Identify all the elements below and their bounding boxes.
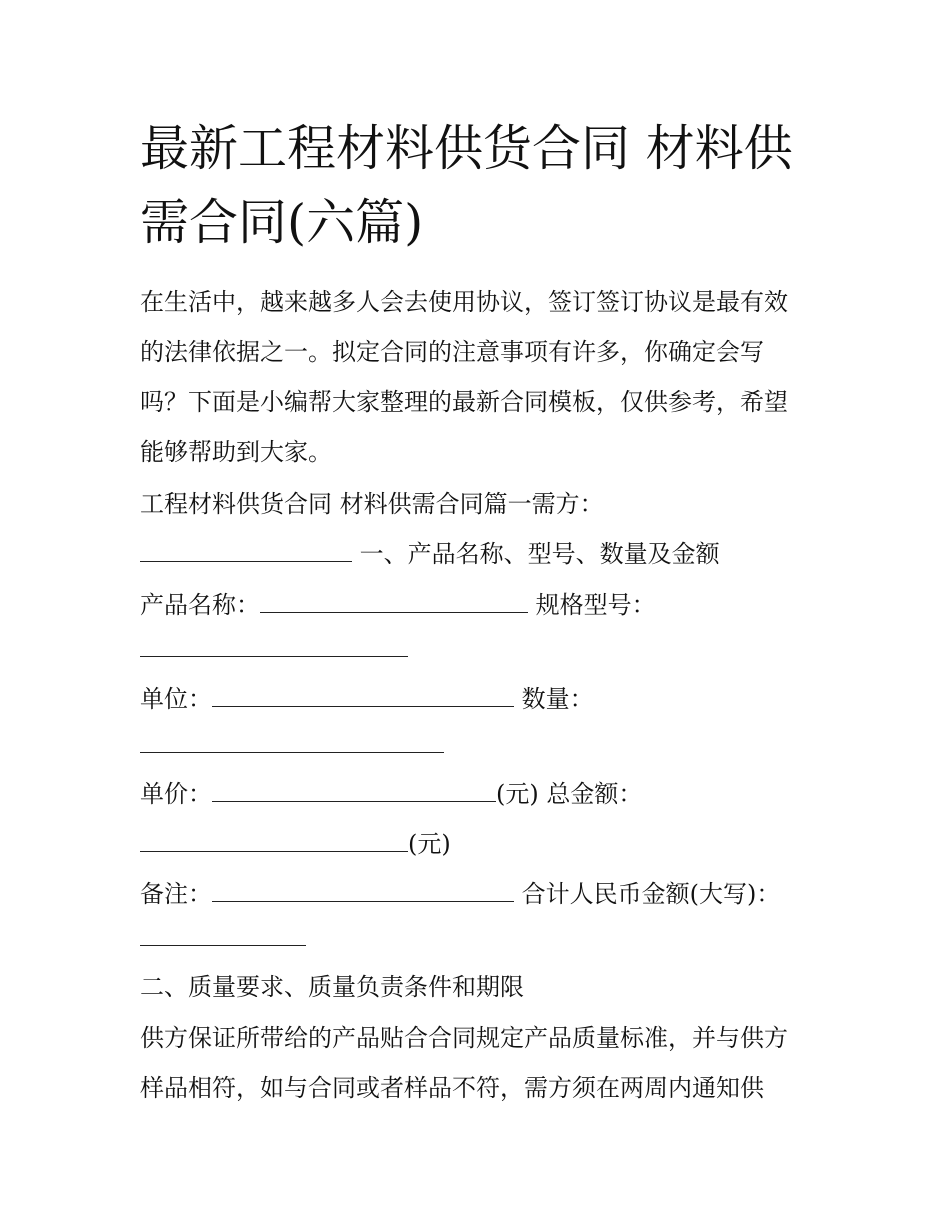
clause2-line-1: 供方保证所带给的产品贴合合同规定产品质量标准，并与供方 — [140, 1024, 788, 1052]
quantity-label: 数量： — [521, 685, 594, 713]
remark-label: 备注： — [140, 880, 212, 908]
total-rmb-label: 合计人民币金额(大写)： — [521, 880, 781, 908]
intro-line-3: 吗？下面是小编帮大家整理的最新合同模板，仅供参考，希望 — [140, 388, 788, 416]
unit-price-blank — [212, 779, 496, 802]
remark-blank — [212, 879, 514, 902]
remark-line — [140, 879, 780, 909]
total-rmb-blank — [140, 923, 306, 946]
clause2-line-2: 样品相符，如与合同或者样品不符，需方须在两周内通知供 — [140, 1074, 764, 1102]
quantity-line — [140, 730, 444, 760]
intro-line-2: 的法律依据之一。拟定合同的注意事项有许多，你确定会写 — [140, 338, 764, 366]
unit-price-yuan: (元) — [496, 780, 539, 808]
spec-blank — [140, 634, 408, 657]
spec-line — [140, 634, 408, 664]
intro-line-1: 在生活中，越来越多人会去使用协议，签订签订协议是最有效 — [140, 288, 788, 316]
total-label: 总金额： — [546, 780, 643, 808]
buyer-blank — [140, 539, 352, 562]
total-line — [140, 829, 451, 859]
buyer-line — [140, 539, 720, 569]
product-name-blank — [260, 590, 528, 613]
unit-price-line — [140, 779, 642, 809]
intro-line-4: 能够帮助到大家。 — [140, 438, 332, 466]
quantity-blank — [140, 730, 444, 753]
clause2-heading: 二、质量要求、质量负责条件和期限 — [140, 973, 524, 1001]
total-rmb-line — [140, 923, 306, 953]
document-title: 最新工程材料供货合同 材料供需合同(六篇) — [140, 120, 793, 251]
total-yuan: (元) — [408, 830, 451, 858]
product-name-line — [140, 590, 656, 620]
unit-line — [140, 684, 594, 714]
unit-blank — [212, 684, 514, 707]
unit-label: 单位： — [140, 685, 212, 713]
spec-label: 规格型号： — [535, 591, 656, 619]
total-blank — [140, 829, 408, 852]
product-name-label: 产品名称： — [140, 591, 260, 619]
unit-price-label: 单价： — [140, 780, 212, 808]
section-heading: 工程材料供货合同 材料供需合同篇一需方： — [140, 490, 604, 518]
clause1-heading: 一、产品名称、型号、数量及金额 — [359, 540, 720, 568]
